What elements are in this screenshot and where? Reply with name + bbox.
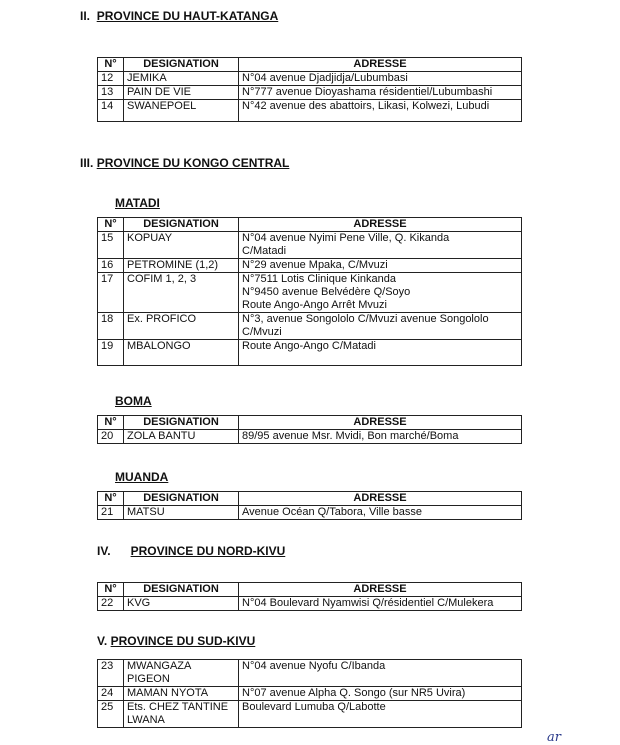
cell-designation: MATSU (124, 506, 239, 520)
cell-adresse: N°42 avenue des abattoirs, Likasi, Kolwezi, Lubudi (239, 100, 522, 122)
cell-adresse: N°07 avenue Alpha Q. Songo (sur NR5 Uvira) (239, 687, 522, 701)
table-header-row (98, 58, 522, 72)
cell-designation: PETROMINE (1,2) (124, 259, 239, 273)
col-header-designation: DESIGNATION (124, 218, 239, 232)
table-haut-katanga (97, 57, 522, 122)
table-row (98, 701, 522, 728)
cell-num: 15 (98, 232, 124, 259)
col-header-adresse: ADRESSE (239, 416, 522, 430)
section-heading-kongo-central: III. PROVINCE DU KONGO CENTRAL (80, 156, 290, 170)
col-header-adresse: ADRESSE (239, 583, 522, 597)
cell-adresse: N°777 avenue Dioyashama résidentiel/Lubumbashi (239, 86, 522, 100)
table-sud-kivu (97, 659, 522, 728)
cell-designation: MWANGAZA PIGEON (124, 660, 239, 687)
cell-adresse: 89/95 avenue Msr. Mvidi, Bon marché/Boma (239, 430, 522, 444)
cell-num: 18 (98, 313, 124, 340)
cell-adresse: N°04 avenue Nyimi Pene Ville, Q. Kikanda C/Matadi (239, 232, 522, 259)
table-row (98, 687, 522, 701)
table-row (98, 86, 522, 100)
table-row (98, 506, 522, 520)
table-row (98, 597, 522, 611)
table-row (98, 340, 522, 366)
handwritten-mark: ar (547, 730, 561, 745)
cell-num: 14 (98, 100, 124, 122)
cell-num: 19 (98, 340, 124, 366)
cell-designation: MBALONGO (124, 340, 239, 366)
cell-designation: PAIN DE VIE (124, 86, 239, 100)
table-header-row (98, 416, 522, 430)
table-row (98, 313, 522, 340)
col-header-num: N° (98, 218, 124, 232)
table-header-row (98, 218, 522, 232)
col-header-designation: DESIGNATION (124, 58, 239, 72)
cell-adresse: N°04 Boulevard Nyamwisi Q/résidentiel C/Mulekera (239, 597, 522, 611)
cell-designation: MAMAN NYOTA (124, 687, 239, 701)
cell-adresse: N°04 avenue Nyofu C/Ibanda (239, 660, 522, 687)
cell-adresse: Boulevard Lumuba Q/Labotte (239, 701, 522, 728)
table-row (98, 259, 522, 273)
cell-num: 17 (98, 273, 124, 313)
table-header-row (98, 492, 522, 506)
city-heading-muanda: MUANDA (115, 470, 169, 484)
city-heading-matadi: MATADI (115, 196, 160, 210)
cell-num: 20 (98, 430, 124, 444)
section-heading-sud-kivu: V. PROVINCE DU SUD-KIVU (97, 634, 256, 648)
col-header-num: N° (98, 58, 124, 72)
cell-num: 24 (98, 687, 124, 701)
cell-adresse: Route Ango-Ango C/Matadi (239, 340, 522, 366)
cell-adresse: Avenue Océan Q/Tabora, Ville basse (239, 506, 522, 520)
cell-designation: ZOLA BANTU (124, 430, 239, 444)
table-row (98, 232, 522, 259)
cell-adresse: N°7511 Lotis Clinique Kinkanda N°9450 avenue Belvédère Q/Soyo Route Ango-Ango Arrêt Mvuzi (239, 273, 522, 313)
table-row (98, 72, 522, 86)
table-row (98, 430, 522, 444)
col-header-num: N° (98, 492, 124, 506)
cell-designation: Ex. PROFICO (124, 313, 239, 340)
section-heading-haut-katanga: II. PROVINCE DU HAUT-KATANGA (80, 9, 279, 23)
cell-designation: KVG (124, 597, 239, 611)
cell-adresse: N°29 avenue Mpaka, C/Mvuzi (239, 259, 522, 273)
col-header-adresse: ADRESSE (239, 492, 522, 506)
cell-num: 22 (98, 597, 124, 611)
cell-num: 16 (98, 259, 124, 273)
cell-adresse: N°3, avenue Songololo C/Mvuzi avenue Songololo C/Mvuzi (239, 313, 522, 340)
col-header-num: N° (98, 583, 124, 597)
col-header-adresse: ADRESSE (239, 58, 522, 72)
cell-num: 23 (98, 660, 124, 687)
cell-adresse: N°04 avenue Djadjidja/Lubumbasi (239, 72, 522, 86)
col-header-designation: DESIGNATION (124, 416, 239, 430)
cell-num: 21 (98, 506, 124, 520)
table-boma (97, 415, 522, 444)
cell-designation: JEMIKA (124, 72, 239, 86)
table-matadi (97, 217, 522, 366)
table-row (98, 273, 522, 313)
cell-num: 25 (98, 701, 124, 728)
cell-designation: Ets. CHEZ TANTINE LWANA (124, 701, 239, 728)
col-header-adresse: ADRESSE (239, 218, 522, 232)
cell-designation: COFIM 1, 2, 3 (124, 273, 239, 313)
table-row (98, 100, 522, 122)
col-header-num: N° (98, 416, 124, 430)
cell-designation: SWANEPOEL (124, 100, 239, 122)
cell-num: 13 (98, 86, 124, 100)
table-row (98, 660, 522, 687)
col-header-designation: DESIGNATION (124, 492, 239, 506)
section-heading-nord-kivu: IV. PROVINCE DU NORD-KIVU (97, 544, 286, 558)
cell-num: 12 (98, 72, 124, 86)
city-heading-boma: BOMA (115, 394, 152, 408)
col-header-designation: DESIGNATION (124, 583, 239, 597)
table-header-row (98, 583, 522, 597)
table-muanda (97, 491, 522, 520)
cell-designation: KOPUAY (124, 232, 239, 259)
table-nord-kivu (97, 582, 522, 611)
